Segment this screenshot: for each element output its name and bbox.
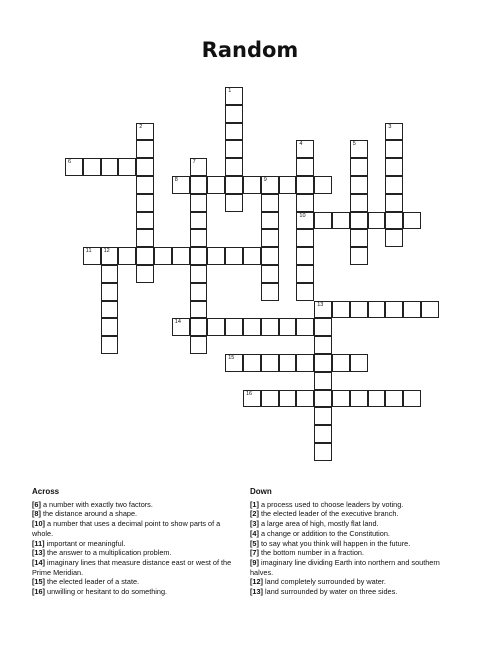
grid-cell[interactable] (225, 87, 243, 105)
clue-text: to say what you think will happen in the future. (258, 538, 411, 548)
grid-cell[interactable] (314, 301, 332, 319)
clue-text: land surrounded by water on three sides. (262, 587, 398, 597)
grid-cell[interactable] (421, 301, 439, 319)
grid-cell[interactable] (314, 336, 332, 354)
grid-cell[interactable] (385, 194, 403, 212)
clue-number-label: 13 (317, 301, 324, 308)
clue-number-label: 7 (192, 159, 196, 166)
grid-cell[interactable] (279, 176, 297, 194)
grid-cell[interactable] (296, 176, 314, 194)
grid-cell[interactable] (261, 229, 279, 247)
clue-text: imaginary line dividing Earth into northern and southern halves. (250, 557, 440, 577)
grid-cell[interactable] (314, 390, 332, 408)
grid-cell[interactable] (101, 158, 119, 176)
grid-cell[interactable] (136, 212, 154, 230)
grid-cell[interactable] (350, 158, 368, 176)
grid-cell[interactable] (190, 176, 208, 194)
grid-cell[interactable] (190, 229, 208, 247)
grid-cell[interactable] (350, 212, 368, 230)
grid-cell[interactable] (225, 105, 243, 123)
grid-cell[interactable] (261, 194, 279, 212)
down-clue (250, 529, 450, 539)
grid-cell[interactable] (385, 301, 403, 319)
grid-cell[interactable] (314, 318, 332, 336)
grid-cell[interactable] (190, 247, 208, 265)
grid-cell[interactable] (65, 158, 83, 176)
down-clue (250, 519, 450, 529)
grid-cell[interactable] (207, 247, 225, 265)
puzzle-title: Random (201, 38, 299, 62)
down-clue (250, 558, 450, 577)
grid-cell[interactable] (225, 194, 243, 212)
grid-cell[interactable] (385, 229, 403, 247)
grid-cell[interactable] (243, 354, 261, 372)
grid-cell[interactable] (314, 176, 332, 194)
grid-cell[interactable] (101, 265, 119, 283)
grid-cell[interactable] (403, 212, 421, 230)
grid-cell[interactable] (385, 123, 403, 141)
across-clue (32, 558, 242, 577)
grid-cell[interactable] (136, 176, 154, 194)
grid-cell[interactable] (261, 247, 279, 265)
grid-cell[interactable] (101, 318, 119, 336)
grid-cell[interactable] (368, 301, 386, 319)
grid-cell[interactable] (332, 354, 350, 372)
grid-cell[interactable] (385, 176, 403, 194)
clue-text: a large area of high, mostly flat land. (258, 519, 379, 529)
grid-cell[interactable] (314, 425, 332, 443)
down-clue (250, 587, 450, 597)
clue-number: [11] (32, 538, 45, 548)
grid-cell[interactable] (136, 247, 154, 265)
grid-cell[interactable] (83, 158, 101, 176)
grid-cell[interactable] (350, 229, 368, 247)
clue-text: imaginary lines that measure distance east or west of the Prime Meridian. (32, 557, 232, 577)
clue-number: [13] (250, 587, 263, 597)
grid-cell[interactable] (296, 247, 314, 265)
grid-cell[interactable] (243, 390, 261, 408)
grid-cell[interactable] (314, 212, 332, 230)
grid-cell[interactable] (190, 265, 208, 283)
grid-cell[interactable] (296, 212, 314, 230)
grid-cell[interactable] (296, 265, 314, 283)
grid-cell[interactable] (279, 354, 297, 372)
across-clue (32, 539, 242, 549)
grid-cell[interactable] (296, 140, 314, 158)
clue-number-label: 16 (246, 390, 253, 397)
grid-cell[interactable] (350, 301, 368, 319)
clue-number-label: 9 (263, 177, 267, 183)
grid-cell[interactable] (350, 194, 368, 212)
clue-number-label: 3 (388, 123, 392, 130)
clue-number-label: 2 (139, 123, 143, 130)
down-clue (250, 548, 450, 558)
grid-cell[interactable] (118, 247, 136, 265)
across-clue-list (32, 500, 242, 597)
grid-cell[interactable] (261, 283, 279, 301)
grid-cell[interactable] (225, 247, 243, 265)
grid-cell[interactable] (136, 140, 154, 158)
clue-number: [3] (250, 519, 259, 529)
clue-number-label: 8 (174, 177, 178, 183)
across-clue (32, 519, 242, 538)
grid-cell[interactable] (101, 247, 119, 265)
across-clue (32, 500, 242, 510)
clue-number: [9] (250, 557, 259, 567)
grid-cell[interactable] (296, 229, 314, 247)
clue-number: [16] (32, 587, 45, 597)
clue-number-label: 14 (174, 319, 181, 326)
across-heading: Across (32, 487, 60, 496)
grid-cell[interactable] (314, 354, 332, 372)
clue-text: the elected leader of a state. (44, 577, 140, 587)
grid-cell[interactable] (101, 283, 119, 301)
grid-cell[interactable] (314, 372, 332, 390)
grid-cell[interactable] (296, 354, 314, 372)
clue-number: [8] (32, 509, 41, 519)
clue-number-label: 5 (352, 141, 356, 148)
grid-cell[interactable] (350, 140, 368, 158)
clue-text: the answer to a multiplication problem. (44, 548, 172, 558)
clue-number-label: 10 (299, 212, 306, 219)
grid-cell[interactable] (243, 247, 261, 265)
down-clues (250, 487, 450, 597)
down-clue-list (250, 500, 450, 597)
grid-cell[interactable] (207, 318, 225, 336)
grid-cell[interactable] (261, 318, 279, 336)
grid-cell[interactable] (385, 158, 403, 176)
clue-text: important or meaningful. (44, 538, 126, 548)
grid-cell[interactable] (225, 123, 243, 141)
grid-cell[interactable] (368, 390, 386, 408)
grid-cell[interactable] (296, 318, 314, 336)
grid-cell[interactable] (279, 390, 297, 408)
grid-cell[interactable] (243, 176, 261, 194)
grid-cell[interactable] (314, 443, 332, 461)
down-clue (250, 509, 450, 519)
clue-number: [4] (250, 528, 259, 538)
grid-cell[interactable] (118, 158, 136, 176)
grid-cell[interactable] (296, 194, 314, 212)
grid-cell[interactable] (172, 176, 190, 194)
clue-number: [15] (32, 577, 45, 587)
grid-cell[interactable] (136, 158, 154, 176)
clue-text: unwilling or hesitant to do something. (44, 587, 168, 597)
grid-cell[interactable] (261, 212, 279, 230)
clue-number: [2] (250, 509, 259, 519)
grid-cell[interactable] (314, 407, 332, 425)
grid-cell[interactable] (136, 194, 154, 212)
grid-cell[interactable] (190, 212, 208, 230)
clue-text: a change or addition to the Constitution. (258, 528, 390, 538)
grid-cell[interactable] (225, 176, 243, 194)
grid-cell[interactable] (261, 390, 279, 408)
clue-number: [14] (32, 557, 45, 567)
grid-cell[interactable] (350, 176, 368, 194)
grid-cell[interactable] (261, 265, 279, 283)
clue-text: a process used to choose leaders by voting. (258, 499, 404, 509)
grid-cell[interactable] (296, 390, 314, 408)
clue-number: [13] (32, 548, 45, 558)
down-clue (250, 500, 450, 510)
grid-cell[interactable] (225, 158, 243, 176)
grid-cell[interactable] (101, 301, 119, 319)
grid-cell[interactable] (190, 158, 208, 176)
grid-cell[interactable] (296, 158, 314, 176)
grid-cell[interactable] (225, 140, 243, 158)
grid-cell[interactable] (350, 390, 368, 408)
down-clue (250, 577, 450, 587)
grid-cell[interactable] (190, 318, 208, 336)
grid-cell[interactable] (332, 212, 350, 230)
clue-number: [6] (32, 499, 41, 509)
clue-number-label: 15 (228, 355, 235, 361)
clue-text: the bottom number in a fraction. (258, 548, 364, 558)
grid-cell[interactable] (261, 176, 279, 194)
grid-cell[interactable] (136, 265, 154, 283)
grid-cell[interactable] (385, 212, 403, 230)
grid-cell[interactable] (136, 229, 154, 247)
across-clue (32, 509, 242, 519)
clue-number: [1] (250, 499, 259, 509)
clue-number-label: 1 (228, 88, 232, 94)
grid-cell[interactable] (172, 318, 190, 336)
across-clue (32, 548, 242, 558)
grid-cell[interactable] (385, 140, 403, 158)
clue-number: [12] (250, 577, 263, 587)
grid-cell[interactable] (368, 212, 386, 230)
grid-cell[interactable] (83, 247, 101, 265)
clue-number-label: 4 (299, 141, 303, 148)
grid-cell[interactable] (225, 354, 243, 372)
clue-number-label: 6 (68, 159, 72, 166)
grid-cell[interactable] (332, 301, 350, 319)
clue-number: [10] (32, 519, 45, 529)
grid-cell[interactable] (350, 354, 368, 372)
clue-text: the elected leader of the executive branch. (258, 509, 399, 519)
clue-text: the distance around a shape. (40, 509, 138, 519)
grid-cell[interactable] (296, 283, 314, 301)
clue-number: [5] (250, 538, 259, 548)
grid-cell[interactable] (279, 318, 297, 336)
grid-cell[interactable] (385, 390, 403, 408)
grid-cell[interactable] (225, 318, 243, 336)
grid-cell[interactable] (154, 247, 172, 265)
clue-text: land completely surrounded by water. (262, 577, 386, 587)
across-clue (32, 577, 242, 587)
down-heading: Down (250, 487, 272, 496)
grid-cell[interactable] (172, 247, 190, 265)
grid-cell[interactable] (136, 123, 154, 141)
down-clue (250, 539, 450, 549)
grid-cell[interactable] (350, 247, 368, 265)
grid-cell[interactable] (403, 390, 421, 408)
clue-number: [7] (250, 548, 259, 558)
grid-cell[interactable] (190, 336, 208, 354)
across-clues (32, 487, 242, 597)
grid-cell[interactable] (261, 354, 279, 372)
grid-cell[interactable] (190, 283, 208, 301)
grid-cell[interactable] (207, 176, 225, 194)
clue-number-label: 11 (85, 248, 92, 255)
across-clue (32, 587, 242, 597)
grid-cell[interactable] (403, 301, 421, 319)
grid-cell[interactable] (243, 318, 261, 336)
grid-cell[interactable] (190, 301, 208, 319)
grid-cell[interactable] (101, 336, 119, 354)
clue-text: a number that uses a decimal point to show parts of a whole. (32, 519, 221, 538)
grid-cell[interactable] (190, 194, 208, 212)
grid-cell[interactable] (332, 390, 350, 408)
clue-number-label: 12 (103, 248, 110, 255)
clue-text: a number with exactly two factors. (40, 499, 153, 509)
